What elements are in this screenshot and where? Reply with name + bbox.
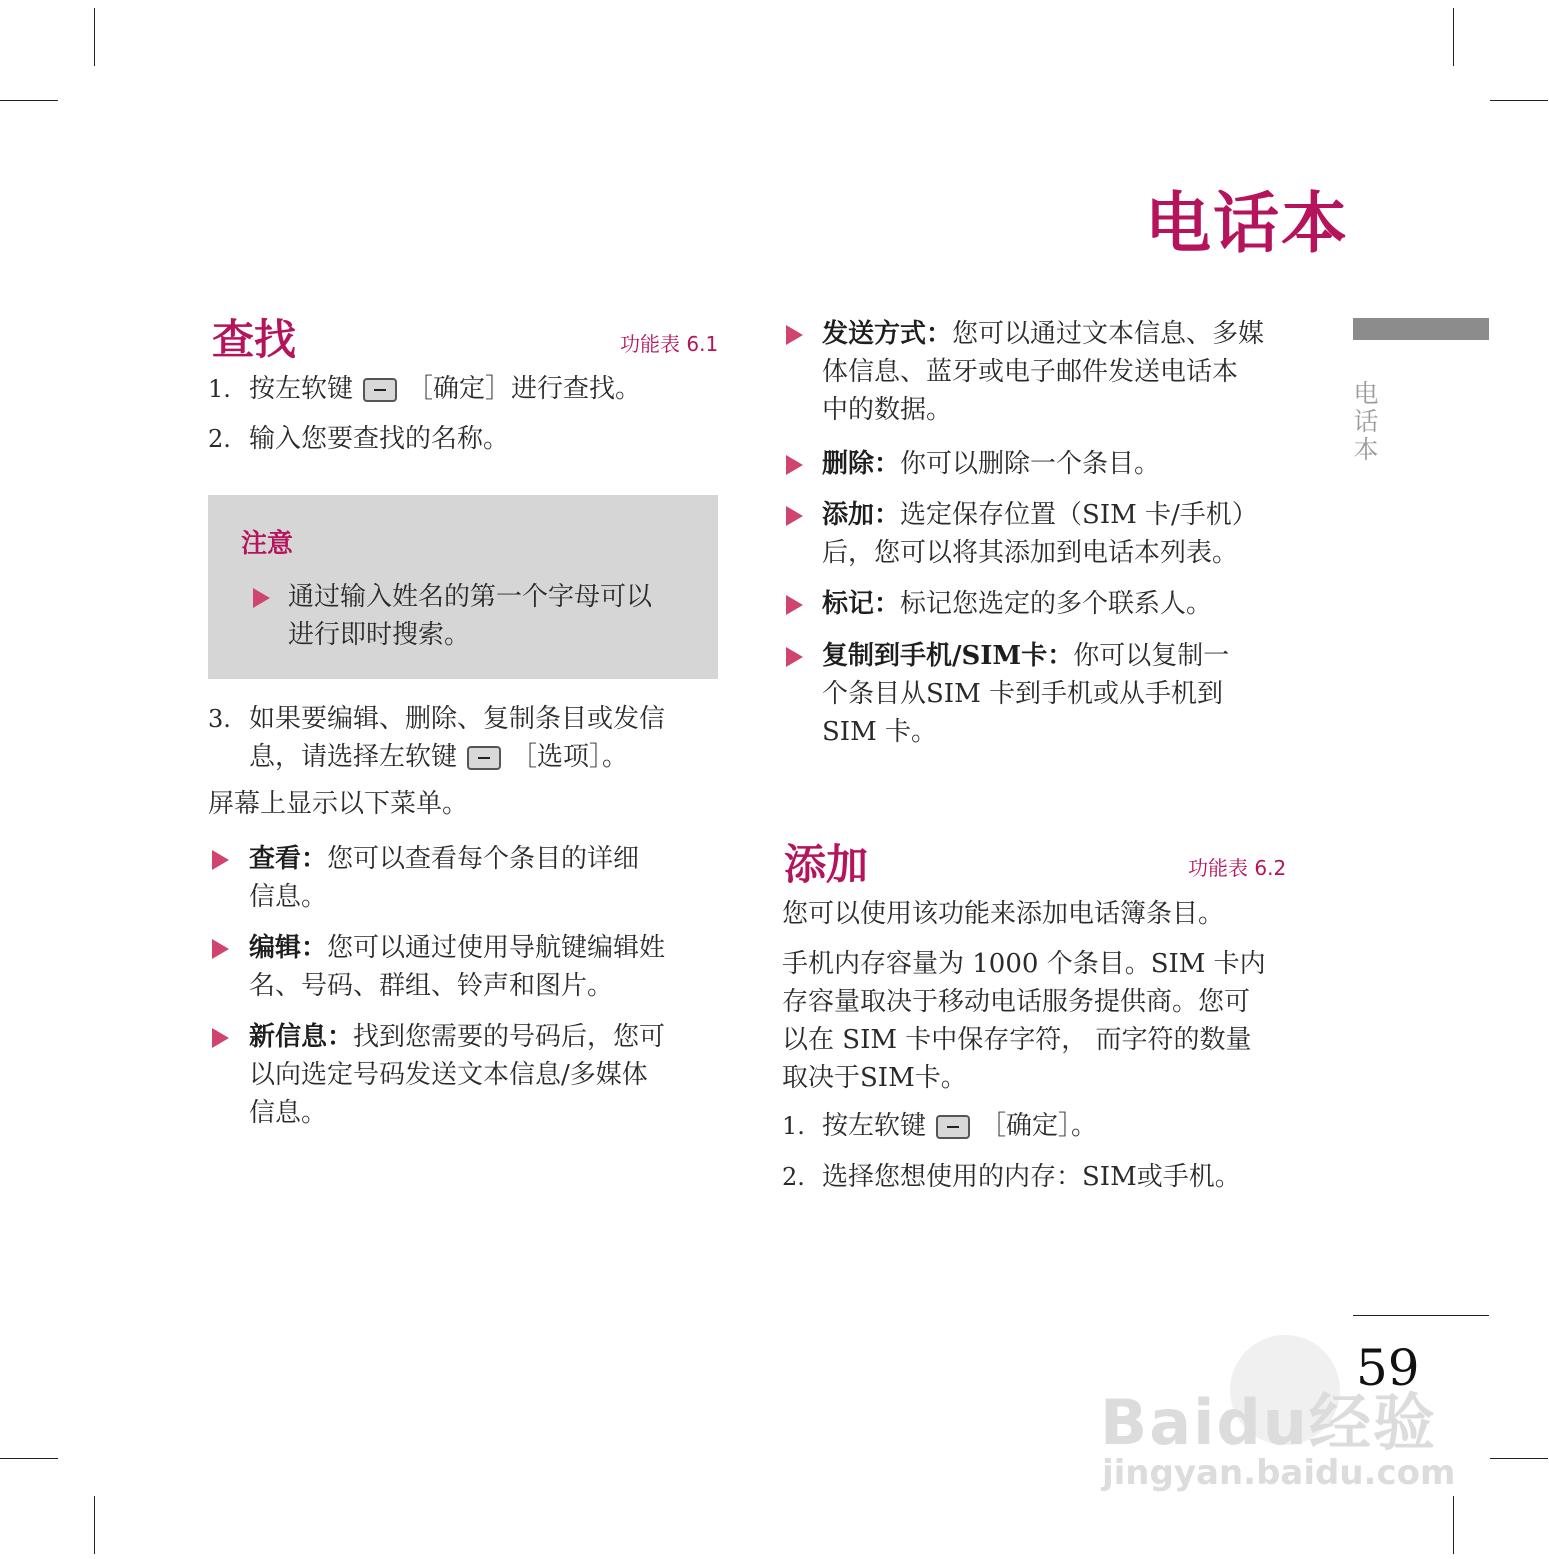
step-text: ［确定］。 <box>980 1111 1098 1141</box>
add-para-line: 手机内存容量为 1000 个条目。SIM 卡内 <box>782 949 1266 979</box>
search-step-1 <box>249 370 641 408</box>
menu-item-mark <box>822 585 1212 623</box>
step-number: 1. <box>208 375 231 403</box>
menu-item-delete <box>822 445 1160 483</box>
menu-ref-add: 功能表 6.2 <box>1188 856 1287 880</box>
step-text: 息，请选择左软键 <box>249 742 458 772</box>
bullet-triangle-icon <box>786 325 803 345</box>
add-para-line: 以在 SIM 卡中保存字符， 而字符的数量 <box>782 1025 1252 1055</box>
crop-mark <box>0 1458 58 1459</box>
item-label: 新信息： <box>249 1022 354 1052</box>
bullet-triangle-icon <box>786 455 803 475</box>
note-line: 进行即时搜索。 <box>288 620 471 650</box>
menu-ref-search: 功能表 6.1 <box>620 332 719 356</box>
watermark-main: Baidu经验 <box>1100 1386 1437 1459</box>
crop-mark <box>1490 100 1548 101</box>
menu-item-line: 以向选定号码发送文本信息/多媒体 <box>249 1060 648 1090</box>
bullet-triangle-icon <box>253 588 270 608</box>
step-text: ［选项］。 <box>511 742 629 772</box>
item-text: 您可以通过文本信息、多媒 <box>952 319 1265 349</box>
note-box <box>208 495 718 679</box>
menu-item-line: 个条目从SIM 卡到手机或从手机到 <box>822 679 1223 709</box>
search-step-2: 输入您要查找的名称。 <box>249 424 510 454</box>
item-text: 您可以通过使用导航键编辑姓 <box>327 933 666 963</box>
menu-item-line: 名、号码、群组、铃声和图片。 <box>249 971 614 1001</box>
side-tab-label <box>1349 380 1383 464</box>
step-text: ［确定］进行查找。 <box>407 374 642 404</box>
note-line: 通过输入姓名的第一个字母可以 <box>288 582 653 612</box>
menu-item-edit <box>249 929 665 967</box>
crop-mark <box>1453 8 1454 66</box>
step-number: 2. <box>208 425 231 453</box>
page-number: 59 <box>1356 1339 1420 1397</box>
item-text: 你可以删除一个条目。 <box>900 449 1161 479</box>
item-label: 删除： <box>822 449 901 479</box>
add-intro: 您可以使用该功能来添加电话簿条目。 <box>782 899 1225 929</box>
menu-item-line: 中的数据。 <box>822 395 953 425</box>
item-text: 您可以查看每个条目的详细 <box>327 844 640 874</box>
bullet-triangle-icon <box>212 850 229 870</box>
menu-item-line: 信息。 <box>249 1098 328 1128</box>
item-label: 查看： <box>249 844 328 874</box>
add-step-1 <box>822 1107 1097 1145</box>
add-step-2: 选择您想使用的内存：SIM或手机。 <box>822 1162 1241 1192</box>
step-text: 按左软键 <box>822 1111 927 1141</box>
crop-mark <box>1490 1458 1548 1459</box>
item-label: 标记： <box>822 589 901 619</box>
menu-item-line: 信息。 <box>249 882 328 912</box>
menu-item-send <box>822 315 1264 353</box>
note-title: 注意 <box>241 529 294 559</box>
item-label: 编辑： <box>249 933 328 963</box>
bullet-triangle-icon <box>212 1028 229 1048</box>
step-number: 3. <box>208 705 231 733</box>
page-number-rule <box>1353 1315 1489 1316</box>
menu-item-view <box>249 840 639 878</box>
bullet-triangle-icon <box>212 939 229 959</box>
chapter-title: 电话本 <box>1145 185 1349 262</box>
crop-mark <box>0 100 58 101</box>
add-para-line: 存容量取决于移动电话服务提供商。您可 <box>782 987 1251 1017</box>
section-title-add: 添加 <box>784 840 869 889</box>
crop-mark <box>1453 1496 1454 1554</box>
step-number: 1. <box>782 1112 805 1140</box>
add-para-line: 取决于SIM卡。 <box>782 1063 967 1093</box>
menu-item-copy <box>822 637 1229 675</box>
item-label: 发送方式： <box>822 319 953 349</box>
search-step-3-line: 如果要编辑、删除、复制条目或发信 <box>249 704 666 734</box>
menu-item-new-message <box>249 1018 665 1056</box>
left-softkey-icon <box>363 378 397 402</box>
bullet-triangle-icon <box>786 595 803 615</box>
section-title-search: 查找 <box>212 315 297 364</box>
menu-item-add <box>822 496 1258 534</box>
item-text: 找到您需要的号码后，您可 <box>353 1022 666 1052</box>
item-text: 选定保存位置（SIM 卡/手机） <box>900 500 1258 530</box>
menu-item-line: 体信息、蓝牙或电子邮件发送电话本 <box>822 357 1239 387</box>
bullet-triangle-icon <box>786 506 803 526</box>
crop-mark <box>94 8 95 66</box>
search-step-3-line <box>249 738 628 776</box>
menu-item-line: 后，您可以将其添加到电话本列表。 <box>822 538 1239 568</box>
crop-mark <box>94 1496 95 1554</box>
side-tab-text: 电话本 <box>1353 379 1379 464</box>
left-softkey-icon <box>936 1115 970 1139</box>
step-text: 按左软键 <box>249 374 354 404</box>
item-label: 复制到手机/SIM卡： <box>822 641 1074 671</box>
side-tab-bar <box>1353 318 1489 340</box>
item-text: 你可以复制一 <box>1073 641 1230 671</box>
left-softkey-icon <box>467 746 501 770</box>
menu-intro: 屏幕上显示以下菜单。 <box>208 789 469 819</box>
watermark-url: jingyan.baidu.com <box>1102 1453 1456 1493</box>
menu-item-line: SIM 卡。 <box>822 717 937 747</box>
item-text: 标记您选定的多个联系人。 <box>900 589 1213 619</box>
bullet-triangle-icon <box>786 647 803 667</box>
item-label: 添加： <box>822 500 901 530</box>
step-number: 2. <box>782 1163 805 1191</box>
